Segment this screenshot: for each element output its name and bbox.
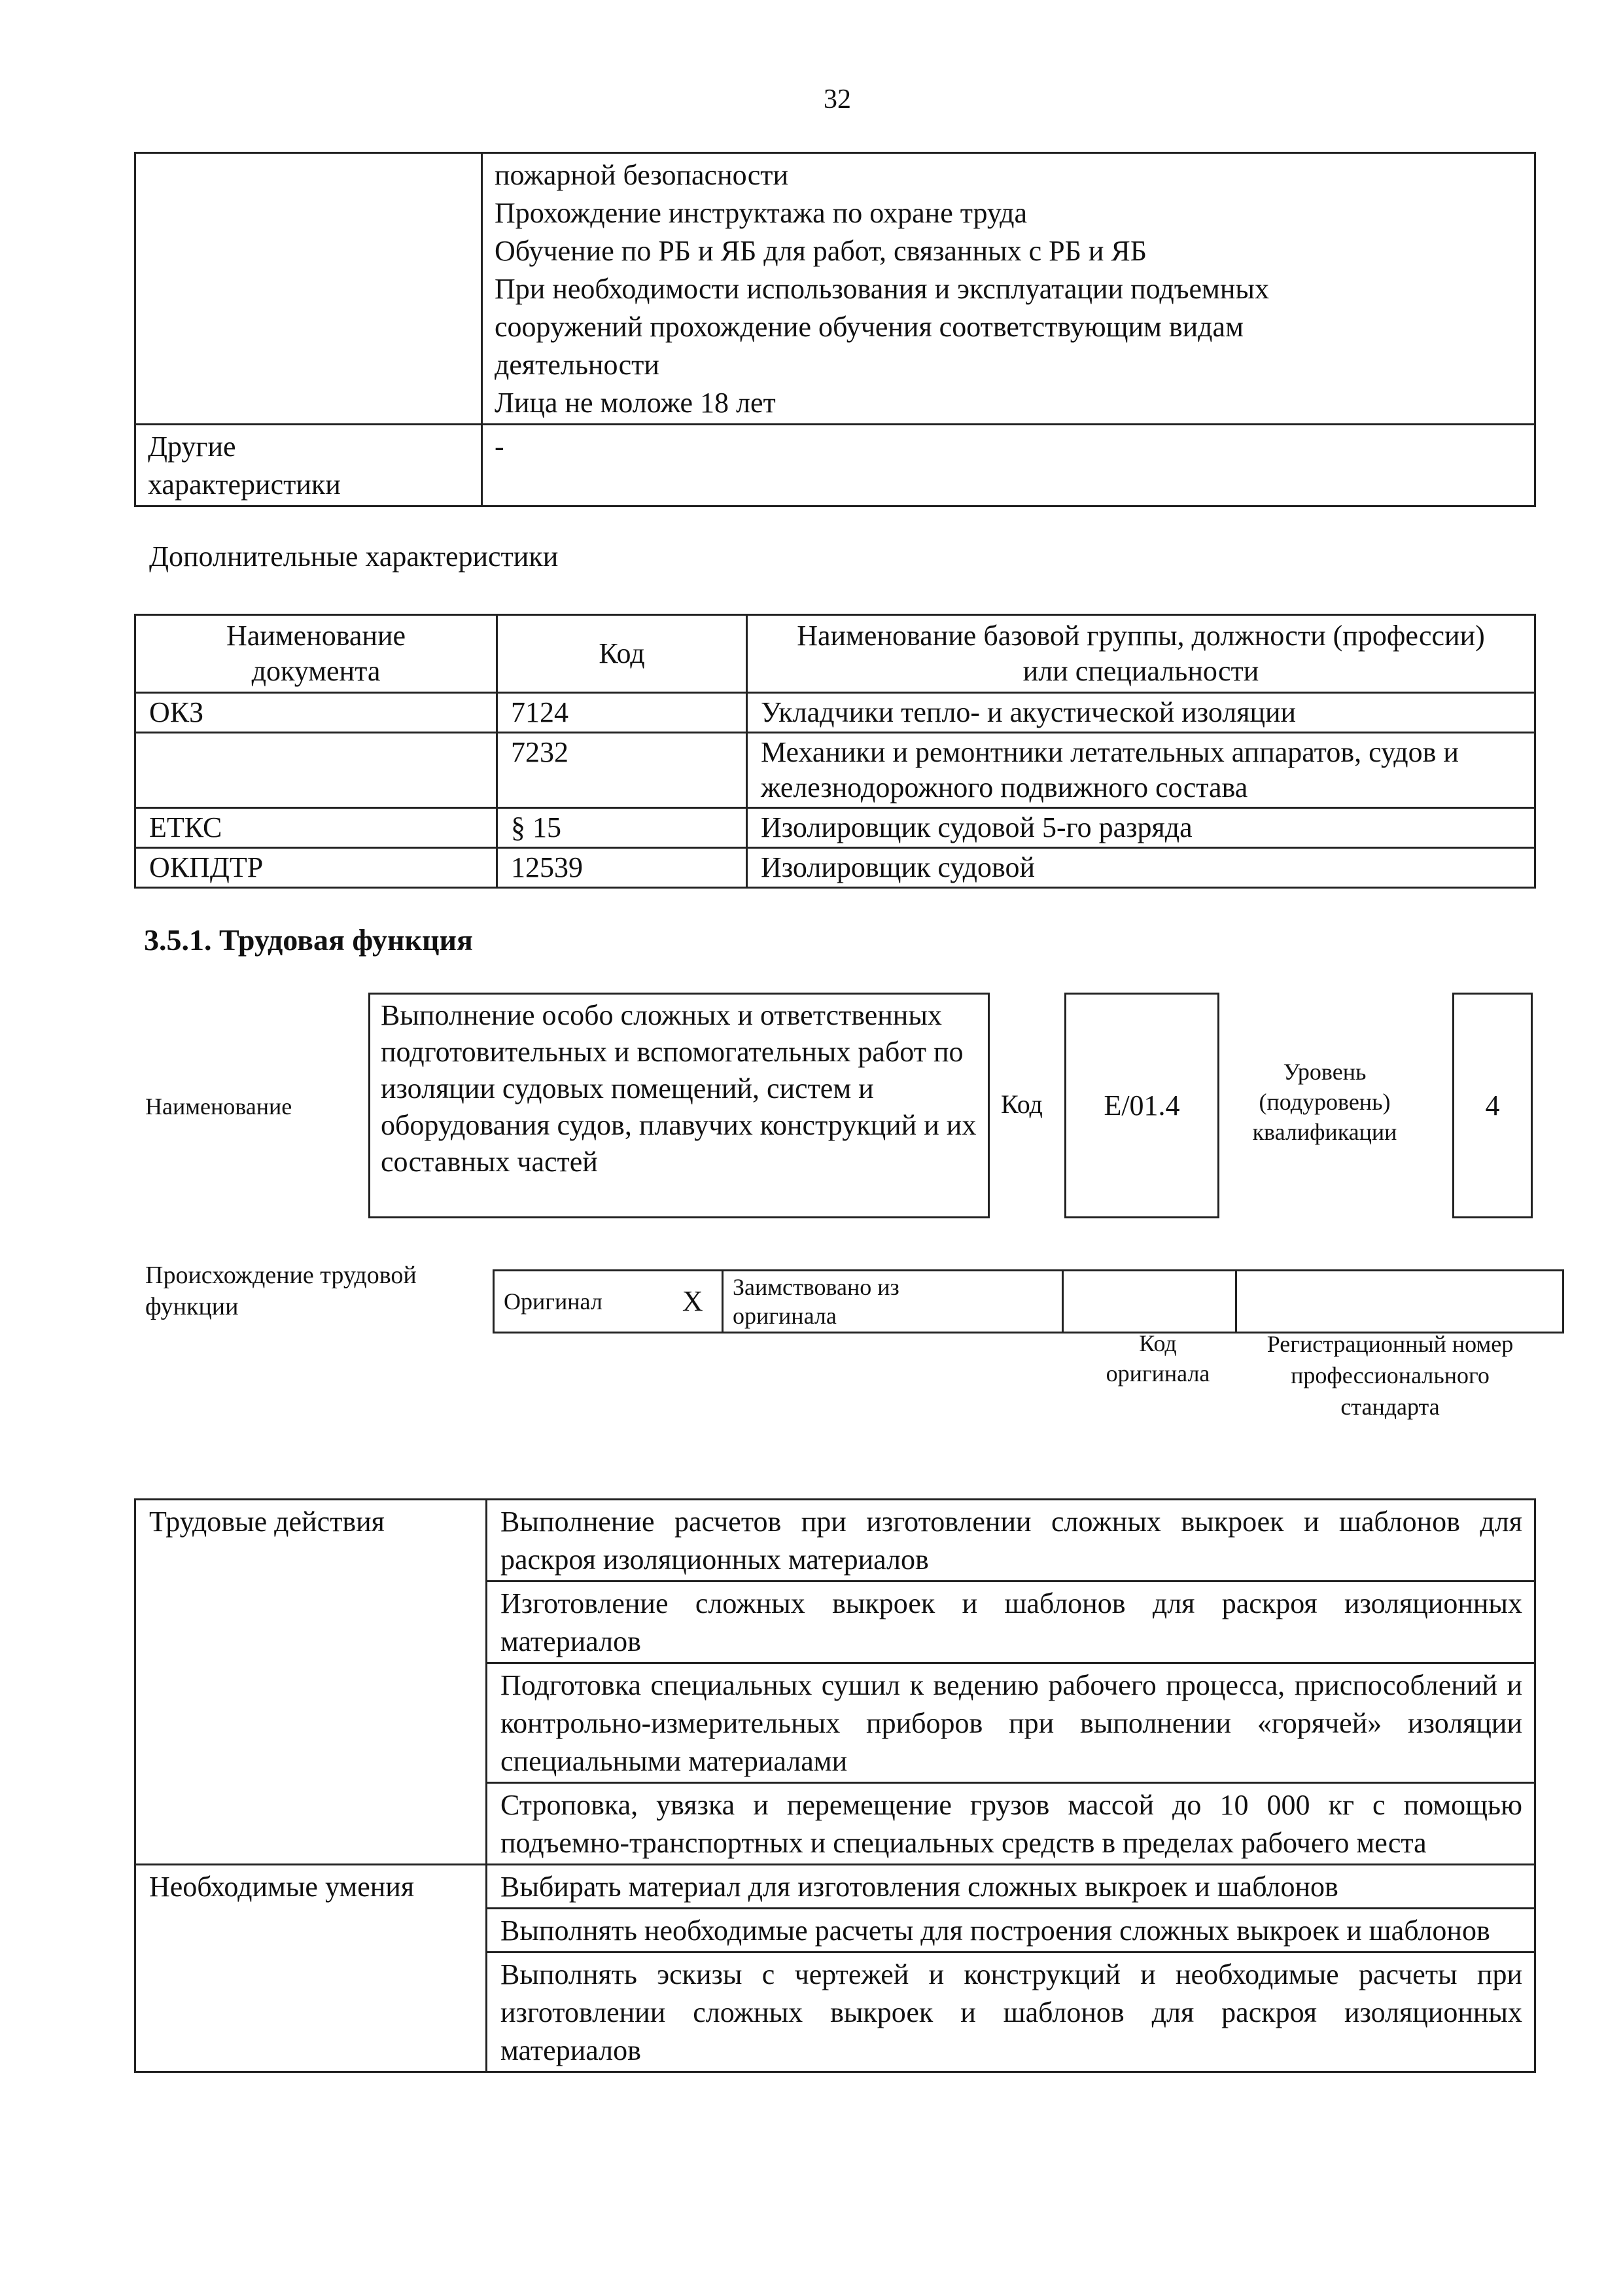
skill-item: Выполнять необходимые расчеты для построения сложных выкроек и шаблонов (487, 1909, 1535, 1952)
code-label: Код (1001, 1089, 1043, 1119)
skills-label: Необходимые умения (135, 1865, 487, 2072)
row-code: 12539 (497, 848, 747, 888)
row-name: Изолировщик судовой (747, 848, 1535, 888)
origin-label: Происхождение трудовой функции (145, 1262, 417, 1320)
action-item: Строповка, увязка и перемещение грузов массой до 10 000 кг с помощью подъемно-транспортных и специальных средств в пределах рабочего места (487, 1783, 1535, 1865)
level-label: Уровень (подуровень) квалификации (1252, 1059, 1397, 1145)
borrowed-label: Заимствовано из оригинала (723, 1271, 1063, 1333)
requirement-line: Прохождение инструктажа по охране труда (495, 197, 1028, 229)
requirement-line: сооружений прохождение обучения соответствующим видам (495, 311, 1244, 343)
original-label: Оригинал (494, 1271, 664, 1333)
requirements-table (134, 152, 1536, 507)
code-caption: Код оригинала (1106, 1330, 1210, 1386)
function-name-box (368, 993, 990, 1218)
original-mark: X (664, 1271, 723, 1333)
row-name: Изолировщик судовой 5-го разряда (747, 808, 1535, 848)
requirements-label-cell (135, 153, 482, 425)
row-name: Механики и ремонтники летательных аппаратов, судов и железнодорожного подвижного состава (747, 733, 1535, 808)
registration-number-cell (1236, 1271, 1563, 1333)
header-document: Наименование документа (135, 615, 497, 693)
row-doc: ОКПДТР (135, 848, 497, 888)
other-characteristics-value: - (482, 425, 1535, 506)
reg-caption: Регистрационный номер профессионального стандарта (1266, 1331, 1514, 1420)
skill-item: Выполнять эскизы с чертежей и конструкций и необходимые расчеты при изготовлении сложных выкроек и шаблонов для раскроя изоляционных материалов (487, 1952, 1535, 2072)
additional-heading: Дополнительные характеристики (149, 540, 559, 573)
requirement-line: Обучение по РБ и ЯБ для работ, связанных с РБ и ЯБ (495, 235, 1147, 267)
row-code: § 15 (497, 808, 747, 848)
original-code-cell (1063, 1271, 1236, 1333)
origin-table (493, 1269, 1564, 1333)
header-group: Наименование базовой группы, должности (профессии) или специальности (747, 615, 1535, 693)
code-box (1064, 993, 1219, 1218)
row-code: 7124 (497, 693, 747, 733)
header-code: Код (497, 615, 747, 693)
function-heading: 3.5.1. Трудовая функция (144, 923, 473, 957)
activities-table (134, 1498, 1536, 2073)
function-name-label: Наименование (145, 1093, 292, 1120)
level-box (1452, 993, 1533, 1218)
action-item: Выполнение расчетов при изготовлении сложных выкроек и шаблонов для раскроя изоляционных материалов (487, 1500, 1535, 1581)
row-doc (135, 733, 497, 808)
additional-table (134, 614, 1536, 889)
row-doc: ОКЗ (135, 693, 497, 733)
row-code: 7232 (497, 733, 747, 808)
requirement-line: деятельности (495, 349, 659, 381)
page-number: 32 (824, 84, 851, 115)
requirements-value-cell (482, 153, 1535, 425)
level-value: 4 (1485, 1089, 1500, 1122)
requirement-line: Лица не моложе 18 лет (495, 387, 776, 419)
function-name-value: Выполнение особо сложных и ответственных подготовительных и вспомогательных работ по изоляции судовых помещений, систем и оборудования судов, плавучих конструкций и их составных частей (381, 999, 977, 1178)
action-item: Изготовление сложных выкроек и шаблонов для раскроя изоляционных материалов (487, 1581, 1535, 1663)
code-value: E/01.4 (1104, 1089, 1180, 1122)
actions-label: Трудовые действия (135, 1500, 487, 1865)
row-doc: ЕТКС (135, 808, 497, 848)
action-item: Подготовка специальных сушил к ведению рабочего процесса, приспособлений и контрольно-измерительных приборов при выполнении «горячей» изоляции специальными материалами (487, 1663, 1535, 1783)
other-characteristics-label: Другие характеристики (135, 425, 482, 506)
row-name: Укладчики тепло- и акустической изоляции (747, 693, 1535, 733)
requirement-line: пожарной безопасности (495, 159, 789, 191)
skill-item: Выбирать материал для изготовления сложных выкроек и шаблонов (487, 1865, 1535, 1909)
requirement-line: При необходимости использования и эксплуатации подъемных (495, 273, 1269, 305)
